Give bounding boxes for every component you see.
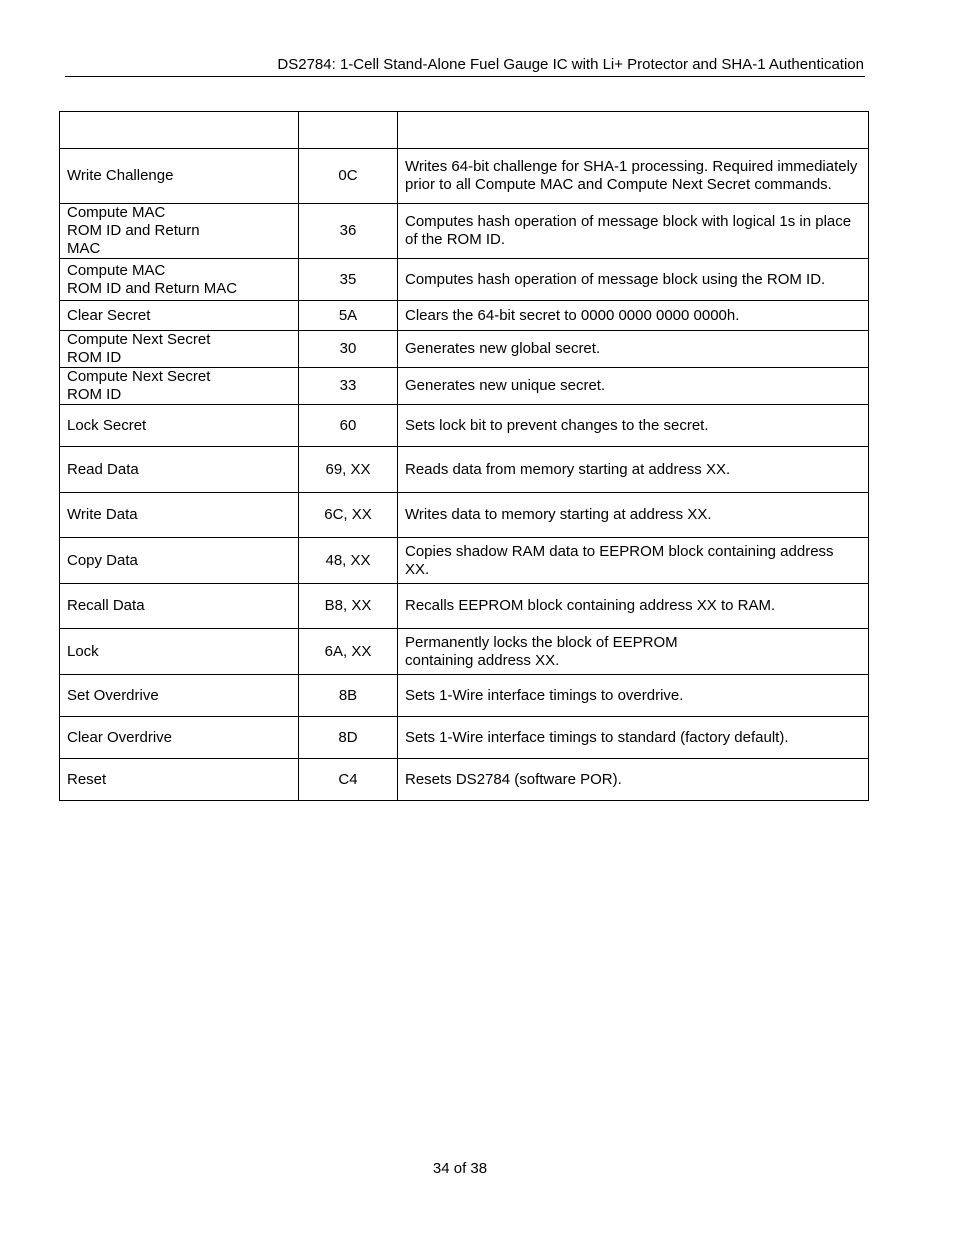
command-name-cell: Recall Data <box>60 584 299 629</box>
command-description-cell: Sets lock bit to prevent changes to the secret. <box>398 405 869 447</box>
table-row <box>60 259 869 301</box>
command-name-cell: Reset <box>60 759 299 801</box>
table-row <box>60 301 869 331</box>
header-divider <box>65 76 865 77</box>
command-name-cell: Compute Next Secret ROM ID <box>60 368 299 405</box>
command-hex-cell: 6C, XX <box>299 493 398 538</box>
table-row <box>60 204 869 259</box>
command-name-cell: Clear Overdrive <box>60 717 299 759</box>
command-hex-cell: 8D <box>299 717 398 759</box>
command-hex-cell: 5A <box>299 301 398 331</box>
command-hex-cell: 35 <box>299 259 398 301</box>
command-description-cell: Clears the 64-bit secret to 0000 0000 0000 0000h. <box>398 301 869 331</box>
command-name-cell: Compute MAC ROM ID and Return MAC <box>60 259 299 301</box>
command-description-cell: Writes 64-bit challenge for SHA-1 processing. Required immediately prior to all Compute MAC and Compute Next Secret commands. <box>398 149 869 204</box>
table-row <box>60 447 869 493</box>
command-description-cell: Sets 1-Wire interface timings to standard (factory default). <box>398 717 869 759</box>
command-description-cell: Resets DS2784 (software POR). <box>398 759 869 801</box>
command-name-cell: Write Data <box>60 493 299 538</box>
table-row <box>60 717 869 759</box>
command-name-cell: Compute MAC ROM ID and Return MAC <box>60 204 299 259</box>
command-description-cell: Sets 1-Wire interface timings to overdrive. <box>398 675 869 717</box>
command-description-cell: Reads data from memory starting at address XX. <box>398 447 869 493</box>
command-name-cell: Write Challenge <box>60 149 299 204</box>
command-description-cell: Computes hash operation of message block with logical 1s in place of the ROM ID. <box>398 204 869 259</box>
table-row <box>60 538 869 584</box>
command-hex-cell: 69, XX <box>299 447 398 493</box>
command-name-cell: Clear Secret <box>60 301 299 331</box>
table-row <box>60 584 869 629</box>
table-row <box>60 149 869 204</box>
command-description-cell: Copies shadow RAM data to EEPROM block containing address XX. <box>398 538 869 584</box>
command-name-cell: Lock <box>60 629 299 675</box>
command-name-cell: Compute Next Secret ROM ID <box>60 331 299 368</box>
table-row <box>60 759 869 801</box>
command-hex-cell: 60 <box>299 405 398 447</box>
header-cell-command <box>60 112 299 149</box>
page-number: 34 of 38 <box>432 1160 488 1177</box>
header-cell-hex <box>299 112 398 149</box>
table-row <box>60 331 869 368</box>
command-hex-cell: 30 <box>299 331 398 368</box>
command-hex-cell: 36 <box>299 204 398 259</box>
command-hex-cell: B8, XX <box>299 584 398 629</box>
command-description-cell: Permanently locks the block of EEPROM containing address XX. <box>398 629 869 675</box>
command-hex-cell: 0C <box>299 149 398 204</box>
document-header-title: DS2784: 1-Cell Stand-Alone Fuel Gauge IC with Li+ Protector and SHA-1 Authentication <box>277 56 864 73</box>
table-header-row <box>60 112 869 149</box>
command-name-cell: Copy Data <box>60 538 299 584</box>
command-description-cell: Generates new global secret. <box>398 331 869 368</box>
command-description-cell: Computes hash operation of message block using the ROM ID. <box>398 259 869 301</box>
command-description-cell: Writes data to memory starting at address XX. <box>398 493 869 538</box>
command-hex-cell: 8B <box>299 675 398 717</box>
command-hex-cell: 48, XX <box>299 538 398 584</box>
table-row <box>60 493 869 538</box>
table-row <box>60 629 869 675</box>
command-name-cell: Read Data <box>60 447 299 493</box>
table-row <box>60 405 869 447</box>
command-table <box>59 111 869 801</box>
header-cell-description <box>398 112 869 149</box>
command-description-cell: Recalls EEPROM block containing address XX to RAM. <box>398 584 869 629</box>
command-hex-cell: C4 <box>299 759 398 801</box>
command-name-cell: Set Overdrive <box>60 675 299 717</box>
command-hex-cell: 33 <box>299 368 398 405</box>
command-description-cell: Generates new unique secret. <box>398 368 869 405</box>
table-row <box>60 675 869 717</box>
command-name-cell: Lock Secret <box>60 405 299 447</box>
table-row <box>60 368 869 405</box>
command-hex-cell: 6A, XX <box>299 629 398 675</box>
